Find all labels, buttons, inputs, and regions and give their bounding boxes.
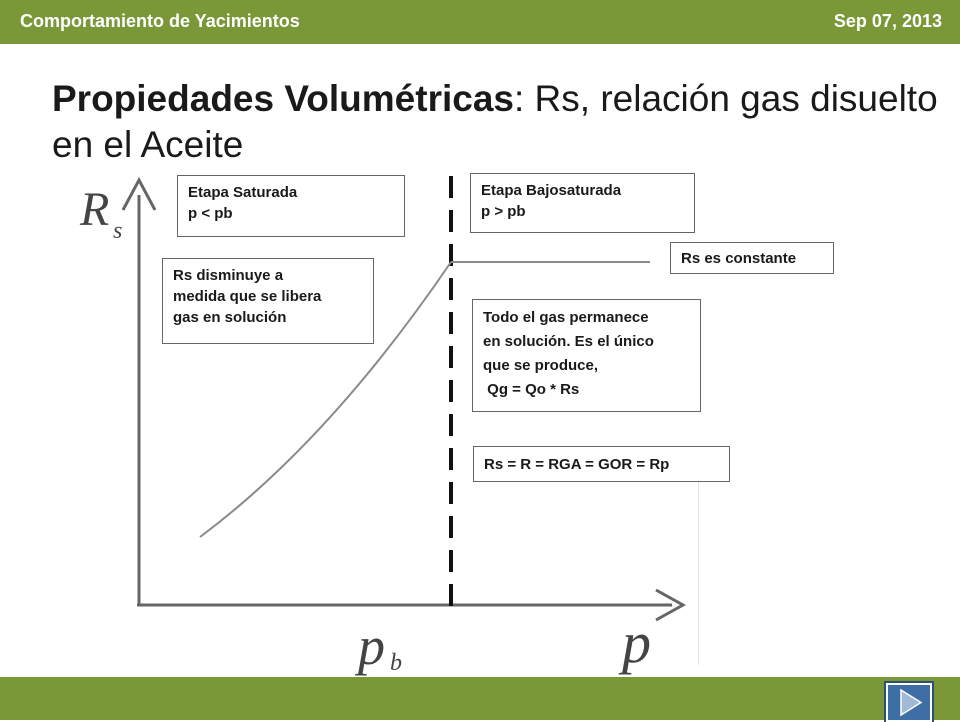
box-line: Etapa Bajosaturada [481,182,622,199]
next-slide-icon [888,685,930,720]
box-etapa-saturada [177,175,405,237]
box-line: en solución. Es el único [483,333,654,350]
box-line: Qg = Qo * Rs [483,381,580,398]
course-title: Comportamiento de Yacimientos [20,11,300,31]
box-rs-disminuye [162,258,374,344]
box-rs-constante [670,242,834,274]
box-line: medida que se libera [173,288,322,305]
footer-bar [0,677,960,720]
box-todo-el-gas [472,299,701,412]
box-line: Rs = R = RGA = GOR = Rp [484,456,670,473]
slide-title-rest: : Rs, relación gas disuelto en el Aceite [52,78,938,165]
x-axis-label: p [622,610,651,675]
box-line: p > pb [481,203,526,220]
box-line: Todo el gas permanece [483,309,649,326]
y-axis-label: R [80,183,110,236]
box-line: Rs disminuye a [173,267,284,284]
box-line: p < pb [188,205,233,222]
box-rs-igualdad [473,446,730,482]
pb-label-sub: b [390,650,402,676]
box-etapa-bajosaturada [470,173,695,233]
slide-date: Sep 07, 2013 [833,11,942,31]
box-line: gas en solución [173,309,287,326]
pb-label: p [358,616,385,676]
box-line: que se produce, [483,357,599,374]
box-line: Etapa Saturada [188,184,298,201]
box-line: Rs es constante [681,250,797,267]
slide-title-bold: Propiedades Volumétricas [52,78,514,119]
next-slide-button[interactable] [886,683,932,722]
y-axis-label-sub: s [113,218,123,244]
